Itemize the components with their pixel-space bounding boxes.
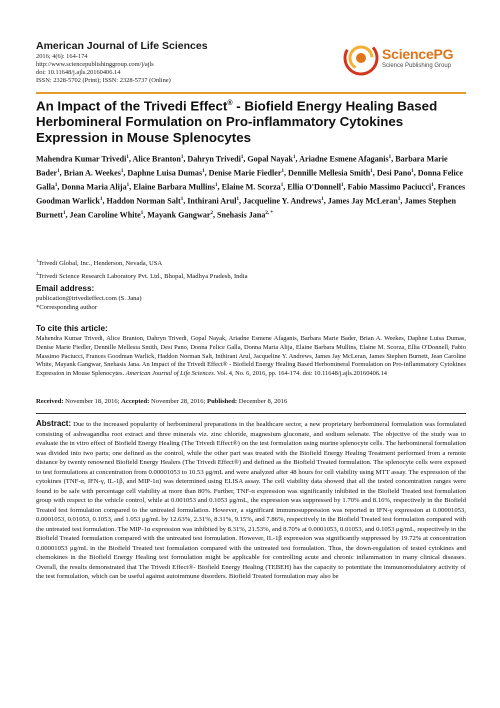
affiliation-2: $^2$Trivedi Science Research Laboratory Pvt. Ltd., Bhopal, Madhya Pradesh, India: [36, 271, 248, 281]
section-rule: [36, 413, 466, 414]
author-affiliation-mark: 1: [126, 155, 129, 160]
author-name: Fabio Massimo Paciucci: [347, 182, 432, 192]
cite-heading: To cite this article:: [36, 324, 108, 333]
author-name: Donna Felice Galla: [36, 168, 463, 192]
email-block: [36, 295, 142, 312]
author-name: Alice Branton: [132, 154, 181, 164]
author-affiliation-mark: 1: [388, 155, 392, 160]
citation-tail: Vol. 4, No. 6, 2016, pp. 164-174. doi: 10.11648/j.ajls.20160406.14: [215, 370, 388, 378]
author-name: Donna Maria Alija: [61, 182, 127, 192]
article-dates: [36, 398, 287, 405]
author-affiliation-mark: 1: [236, 196, 239, 202]
published-date: December 8, 2016: [237, 398, 288, 405]
author-affiliation-mark: 1: [281, 168, 284, 174]
author-name: Mahendra Kumar Trivedi: [36, 154, 127, 164]
abstract-label: Abstract:: [36, 419, 72, 428]
abstract-text: Due to the increased popularity of herbomineral preparations in the healthcare sector, a new proprietary herbomineral formulation was formulated consisting of ashwagandha root extract and three minerals viz. zinc chloride, magnesium gluconate, and sodium selenate. The objective of the study was to evaluate the in vitro effect of Biofield Energy Healing (The Trivedi Effect®) on the test formulation using murine splenocyte cells. The herbomineral formulation was divided into two parts; one defined as the control, while the other part was treated with the Biofield Energy Healing Treatment performed from a remote distance by twenty renowned Biofield Energy Healers (The Trivedi Effect®) and defined as the Biofield Treated formulation. The splenocyte cells were exposed to test formulations at concentration from 0.00001053 to 10.53 μg/mL and were analyzed after 48 hours for cell viability using MTT assay. The expression of the cytokines (TNF-α, IFN-γ, IL-1β, and MIP-1α) was determined using ELISA assay. The cell viability data showed that all the tested concentration ranges were found to be safe with percentage cell viability at more than 80%. Further, TNF-α expression was significantly inhibited in the Biofield Treated test formulation group with respect to the vehicle control, while at 0.001053 and 0.1053 μg/mL, the expression was suppressed by 1.70% and 8.16%, respectively in the Biofield Treated test formulation compared to the untreated formulation. However, a significant immunosuppression was reported in IFN-γ expression at 0.00001053, 0.0001053, 0.01053, 0.1053, and 1.053 μg/mL by 12.63%, 2.31%, 8.31%, 9.15%, and 7.86%, respectively in the Biofield Treated test formulation compared with the untreated test formulation. The MIP-1α expression was inhibited by 8.31%, 21.53%, and 8.70% at 0.0001053, 0.01053, and 0.1053 μg/mL, respectively in the Biofield Treated formulation compared with the untreated test formulation. However, IL-1β expression was significantly suppressed by 19.72% at concentration 0.00001053 μg/mL in the Biofield Treated test formulation compared with the untreated test formulation. Thus, the down-regulation of tested cytokines and chemokines in the Biofield Energy Healing test formulation might be applicable for controlling acute and chronic inflammation in many clinical diseases. Overall, the results demonstrated that The Trivedi Effect®- Biofield Energy Healing (TEBEH) has the capacity to potentiate the immunomodulatory activity of the test formulation, which can be useful against autoimmune disorders. Biofield Treated formulation may also be: [36, 421, 466, 580]
author-affiliation-mark: 1: [431, 182, 434, 188]
author-name: Dahryn Trivedi: [187, 154, 241, 164]
author-affiliation-mark: 1: [120, 168, 124, 174]
author-affiliation-mark: 1: [397, 196, 401, 202]
issn-line: ISSN: 2328-5702 (Print); ISSN: 2328-5737 (Online): [36, 77, 171, 84]
citation-journal: American Journal of Life Sciences.: [125, 370, 216, 378]
author-name: Dennille Mellesia Smith: [288, 168, 371, 178]
author-name: Elaine M. Scorza: [221, 182, 281, 192]
author-affiliation-mark: 1: [411, 168, 414, 174]
author-name: Haddon Norman Salt: [106, 196, 181, 206]
sciencepg-logo: [342, 36, 462, 80]
title-main: An Impact of the Trivedi Effect: [36, 98, 228, 114]
author-name: Denise Marie Fiedler: [208, 168, 282, 178]
author-affiliation-mark: 1: [180, 196, 184, 202]
author-name: Snehasis Jana: [217, 210, 266, 220]
author-name: Brian A. Weekes: [63, 168, 121, 178]
author-affiliation-mark: 2, *: [265, 210, 273, 216]
author-name: Ellia O'Donnell: [287, 182, 342, 192]
affiliation-1: $^1$Trivedi Global, Inc., Henderson, Nevada, USA: [36, 258, 163, 268]
sciencepg-logo-icon: [342, 38, 380, 78]
author-name: Gopal Nayak: [247, 154, 294, 164]
author-affiliation-mark: 1: [293, 155, 296, 160]
journal-name: American Journal of Life Sciences: [36, 40, 208, 52]
author-affiliation-mark: 1: [180, 155, 184, 160]
author-affiliation-mark: 1: [140, 210, 144, 216]
author-name: Jacqueline Y. Andrews: [243, 196, 322, 206]
author-affiliation-mark: 1: [126, 182, 130, 188]
author-name: Inthirani Arul: [187, 196, 237, 206]
received-date: November 18, 2016;: [63, 398, 122, 405]
citation-main: Mahendra Kumar Trivedi, Alice Branton, Dahryn Trivedi, Gopal Nayak, Ariadne Esmene Afaganis, Barbara Marie Bader, Brian A. Weekes, Daphne Luisa Dumas, Denise Marie Fiedler, Dennille Mellesia Smith, Desi Pano, Donna Felice Galla, Donna Maria Alija, Elaine Barbara Mullins, Elaine M. Scorza, Ellia O'Donnell, Fabio Massimo Paciucci, Frances Goodman Warlick, Haddon Norman Salt, Inthirani Arul, Jacqueline Y. Andrews, James Jay McLeran, James Stephen Burnett, Jean Caroline White, Mayank Gangwar, Snehasis Jana. An Impact of the Trivedi Effect® - Biofield Energy Healing Based Herbomineral Formulation on Pro-inflammatory Cytokines Expression in Mouse Splenocytes.: [36, 335, 466, 378]
author-name: Frances Goodman Warlick: [36, 182, 466, 206]
citation-text: [36, 335, 466, 379]
author-affiliation-mark: 1: [215, 182, 218, 188]
volume-line: 2016; 4(6): 164-174: [36, 53, 88, 60]
author-affiliation-mark: 1: [62, 210, 66, 216]
author-affiliation-mark: 1: [240, 155, 244, 160]
author-name: Barbara Marie Bader: [36, 154, 448, 178]
abstract: [36, 419, 466, 582]
author-affiliation-mark: 2: [210, 210, 213, 216]
author-affiliation-mark: 1: [321, 196, 324, 202]
doi-line: doi: 10.11648/j.ajls.20160406.14: [36, 69, 121, 76]
author-affiliation-mark: 1: [54, 182, 58, 188]
accepted-date: November 28, 2016;: [149, 398, 208, 405]
logo-wordmark: SciencePG: [382, 46, 454, 62]
author-name: Ariadne Esmene Afaganis: [299, 154, 389, 164]
author-name: James Jay McLeran: [327, 196, 398, 206]
article-title: [36, 96, 466, 146]
journal-url[interactable]: http://www.sciencepublishinggroup.com/j/ajls: [36, 61, 154, 68]
author-affiliation-mark: 1: [370, 168, 373, 174]
corresponding-note: *Corresponding author: [36, 303, 97, 311]
header-rule: [36, 92, 466, 94]
author-affiliation-mark: 1: [341, 182, 344, 188]
title-rest: - Biofield Energy Healing Based Herbomineral Formulation on Pro-inflammatory Cytokines Expression in Mouse Splenocytes: [36, 98, 438, 146]
author-name: Daphne Luisa Dumas: [127, 168, 203, 178]
author-name: James Stephen Burnett: [36, 196, 456, 220]
author-affiliation-mark: 1: [99, 196, 103, 202]
logo-subtitle: Science Publishing Group: [382, 63, 452, 69]
author-name: Jean Caroline White: [69, 210, 141, 220]
author-name: Desi Pano: [376, 168, 412, 178]
author-affiliation-mark: 1: [57, 168, 60, 174]
affiliations: [36, 256, 466, 282]
author-affiliation-mark: 1: [280, 182, 284, 188]
published-label: Published:: [207, 398, 238, 405]
journal-header: [36, 40, 466, 88]
accepted-label: Accepted:: [121, 398, 150, 405]
author-affiliation-mark: 1: [202, 168, 205, 174]
email-address[interactable]: publication@trivedieffect.com (S. Jana): [36, 295, 142, 302]
author-list: Mahendra Kumar Trivedi$^1$, Alice Branton$^1$, Dahryn Trivedi$^1$, Gopal Nayak$^1$, Ariadne Esmene Afaganis$^1$, Barbara Marie Bader$^1$, Brian A. Weekes$^1$, Daphne Luisa Dumas$^1$, Denise Marie Fiedler$^1$, Dennille Mellesia Smith$^1$, Desi Pano$^1$, Donna Felice Galla$^1$, Donna Maria Alija$^1$, Elaine Barbara Mullins$^1$, Elaine M. Scorza$^1$, Ellia O'Donnell$^1$, Fabio Massimo Paciucci$^1$, Frances Goodman Warlick$^1$, Haddon Norman Salt$^1$, Inthirani Arul$^1$, Jacqueline Y. Andrews$^1$, James Jay McLeran$^1$, James Stephen Burnett$^1$, Jean Caroline White$^1$, Mayank Gangwar$^2$, Snehasis Jana$^{2, *}$: [36, 154, 466, 220]
author-name: Mayank Gangwar: [147, 210, 211, 220]
title-registered-mark: ®: [227, 100, 233, 107]
received-label: Received:: [36, 398, 64, 405]
email-heading: Email address:: [36, 284, 95, 293]
author-name: Elaine Barbara Mullins: [133, 182, 216, 192]
